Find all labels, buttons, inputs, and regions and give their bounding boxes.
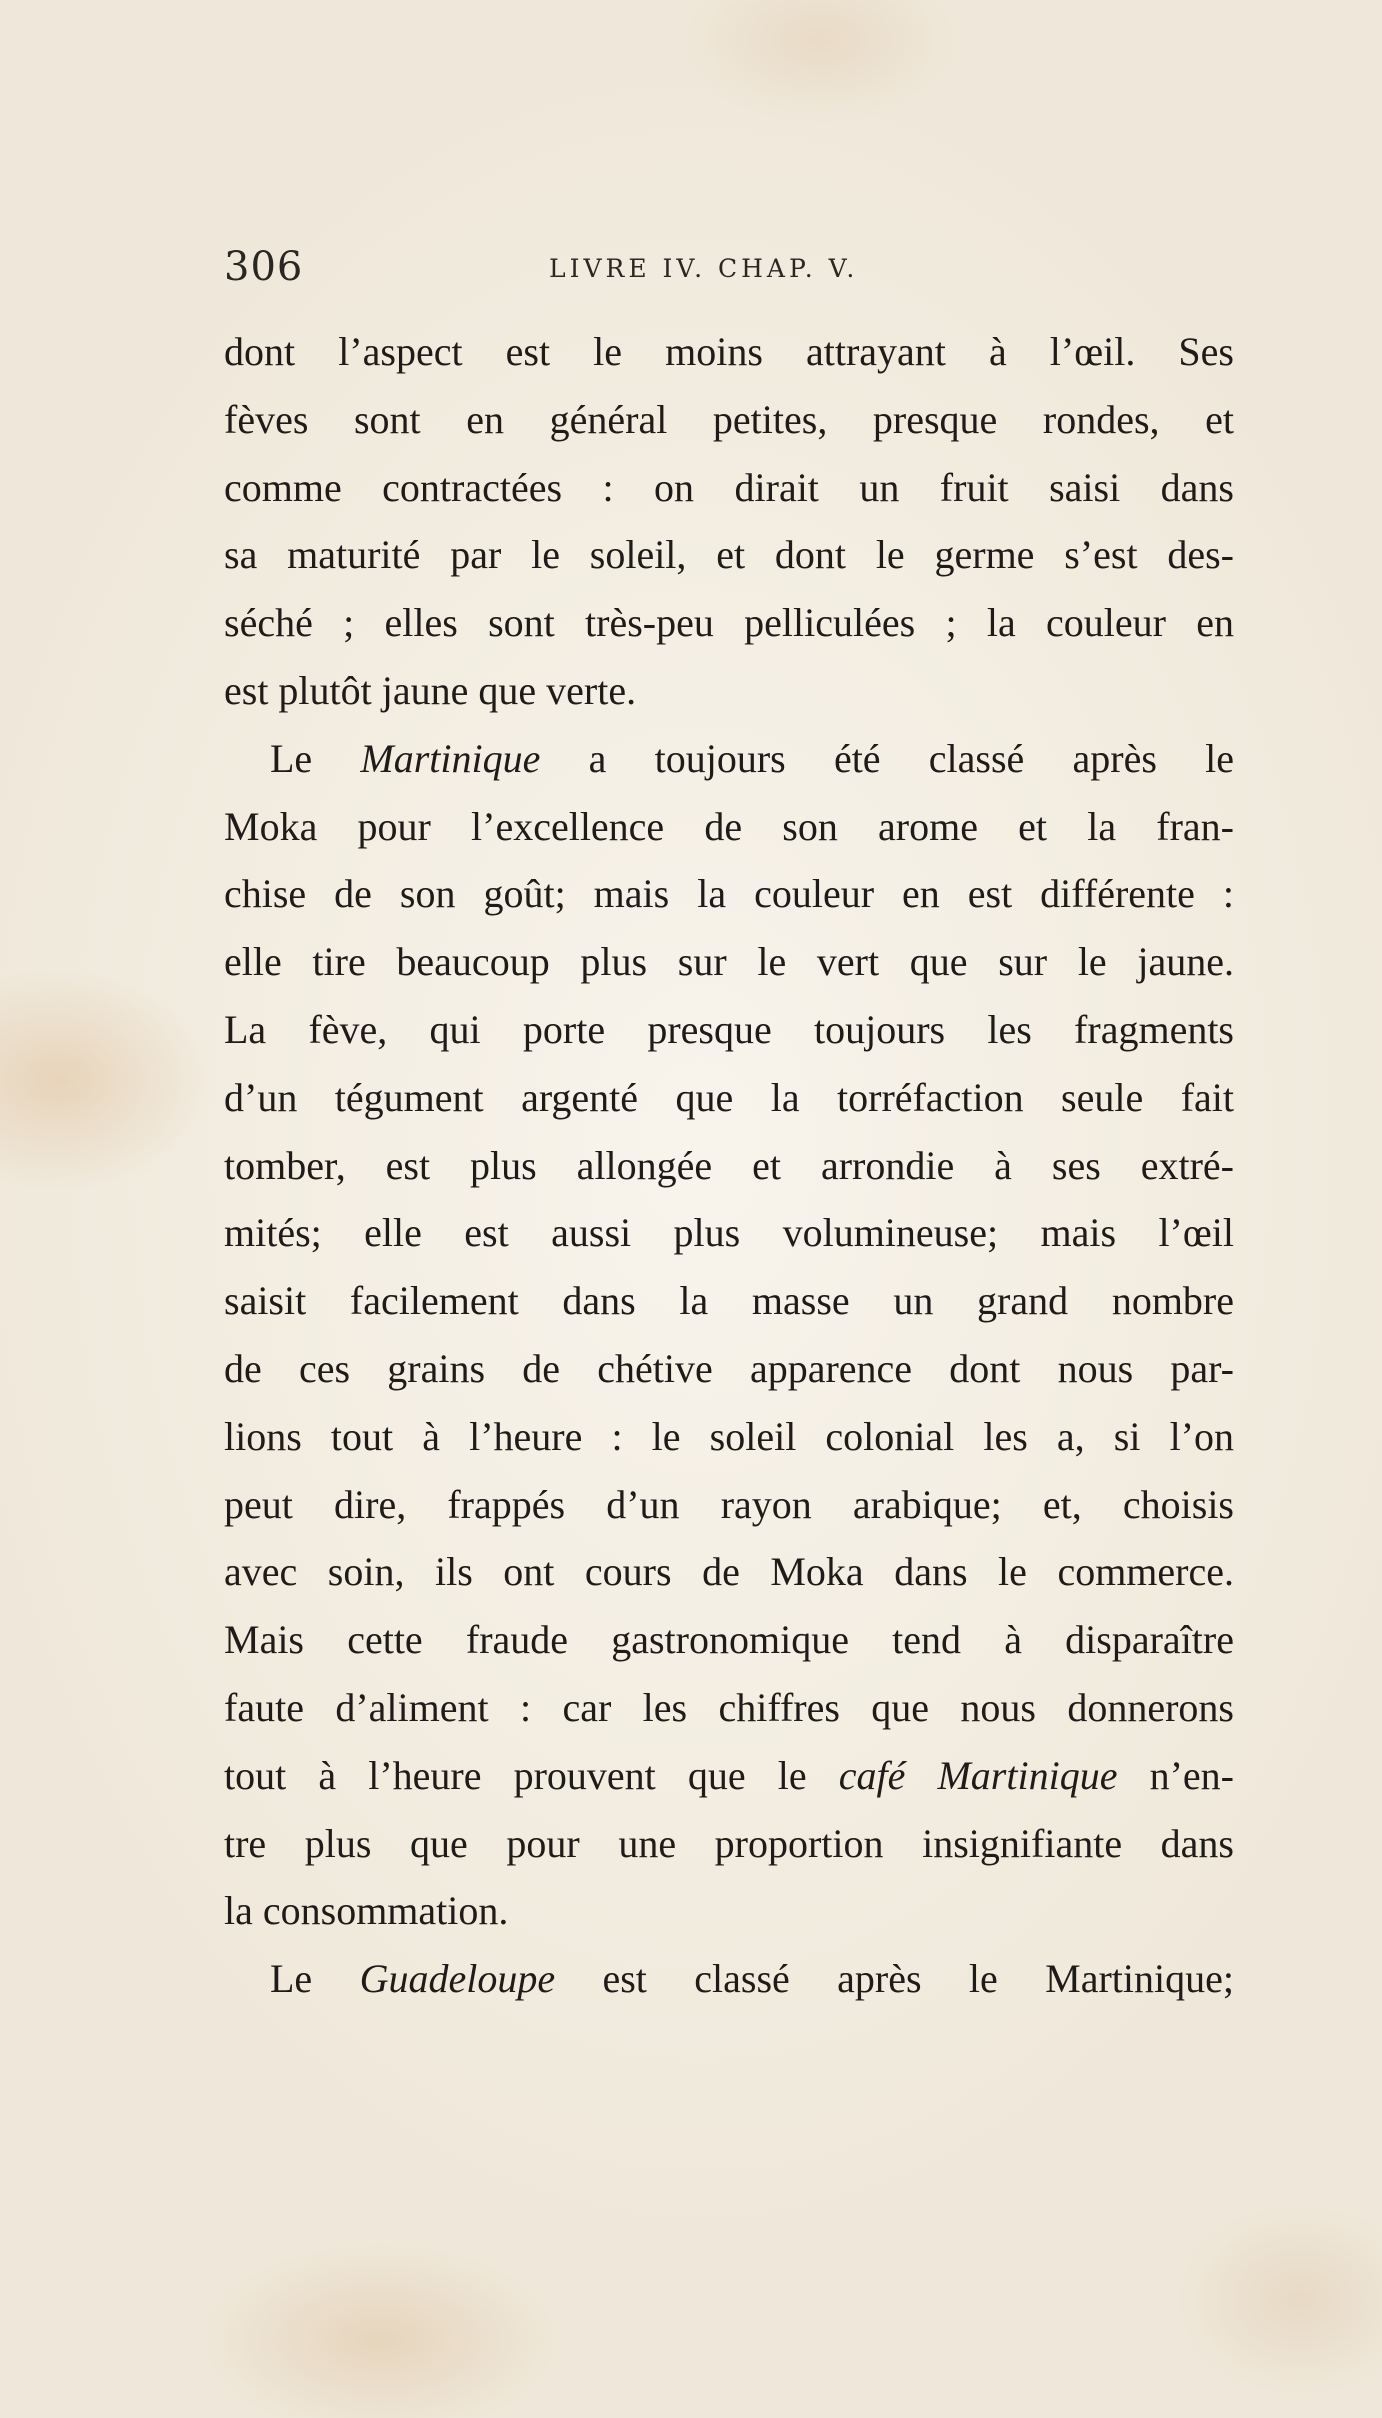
text-run: est classé après le Martinique;	[555, 1956, 1234, 2002]
body-text	[224, 318, 1234, 2013]
text-run: Le	[270, 1956, 360, 2002]
text-line: lions tout à l’heure : le soleil colonial les a, si l’on	[224, 1413, 1234, 1459]
text-line: sa maturité par le soleil, et dont le germe s’est des-	[224, 532, 1234, 578]
text-run: n’en-	[1117, 1752, 1234, 1798]
text-line: est plutôt jaune que verte.	[224, 667, 637, 713]
page-header	[224, 244, 1234, 304]
text-line: dont l’aspect est le moins attrayant à l’œil. Ses	[224, 329, 1234, 374]
text-run: a toujours été classé après le	[540, 735, 1235, 781]
text-line: faute d’aliment : car les chiffres que nous donnerons	[224, 1684, 1234, 1730]
text-line: avec soin, ils ont cours de Moka dans le commerce.	[224, 1549, 1234, 1595]
text-line: mités; elle est aussi plus volumineuse; mais l’œil	[224, 1210, 1234, 1256]
italic-term: café Martinique	[838, 1752, 1118, 1798]
text-line: La fève, qui porte presque toujours les fragments	[224, 1006, 1234, 1052]
text-line: de ces grains de chétive apparence dont nous par-	[224, 1345, 1234, 1391]
text-line: fèves sont en général petites, presque rondes, et	[224, 396, 1234, 442]
italic-term: Martinique	[360, 735, 541, 781]
text-line: chise de son goût; mais la couleur en est différente :	[224, 871, 1234, 917]
text-line: peut dire, frappés d’un rayon arabique; et, choisis	[224, 1481, 1234, 1527]
text-line: Mais cette fraude gastronomique tend à disparaître	[224, 1617, 1234, 1663]
text-line	[224, 1742, 1234, 1810]
running-head: LIVRE IV. CHAP. V.	[549, 254, 859, 283]
text-line: séché ; elles sont très-peu pelliculées ; la couleur en	[224, 600, 1234, 646]
text-line: la consommation.	[224, 1888, 509, 1934]
text-line: tre plus que pour une proportion insignifiante dans	[224, 1820, 1234, 1866]
text-line	[224, 1945, 1234, 2013]
text-run: tout à l’heure prouvent que le	[224, 1752, 839, 1798]
text-line: tomber, est plus allongée et arrondie à ses extré-	[224, 1142, 1234, 1188]
text-line: comme contractées : on dirait un fruit saisi dans	[224, 464, 1234, 510]
page-number: 306	[224, 244, 304, 290]
text-line: Moka pour l’excellence de son arome et la fran-	[224, 803, 1234, 849]
text-line: d’un tégument argenté que la torréfaction seule fait	[224, 1074, 1234, 1120]
text-line: elle tire beaucoup plus sur le vert que sur le jaune.	[224, 939, 1234, 985]
text-line: saisit facilement dans la masse un grand nombre	[224, 1278, 1234, 1324]
text-run: Le	[270, 735, 361, 781]
italic-term: Guadeloupe	[359, 1956, 556, 2002]
text-line	[224, 725, 1234, 793]
